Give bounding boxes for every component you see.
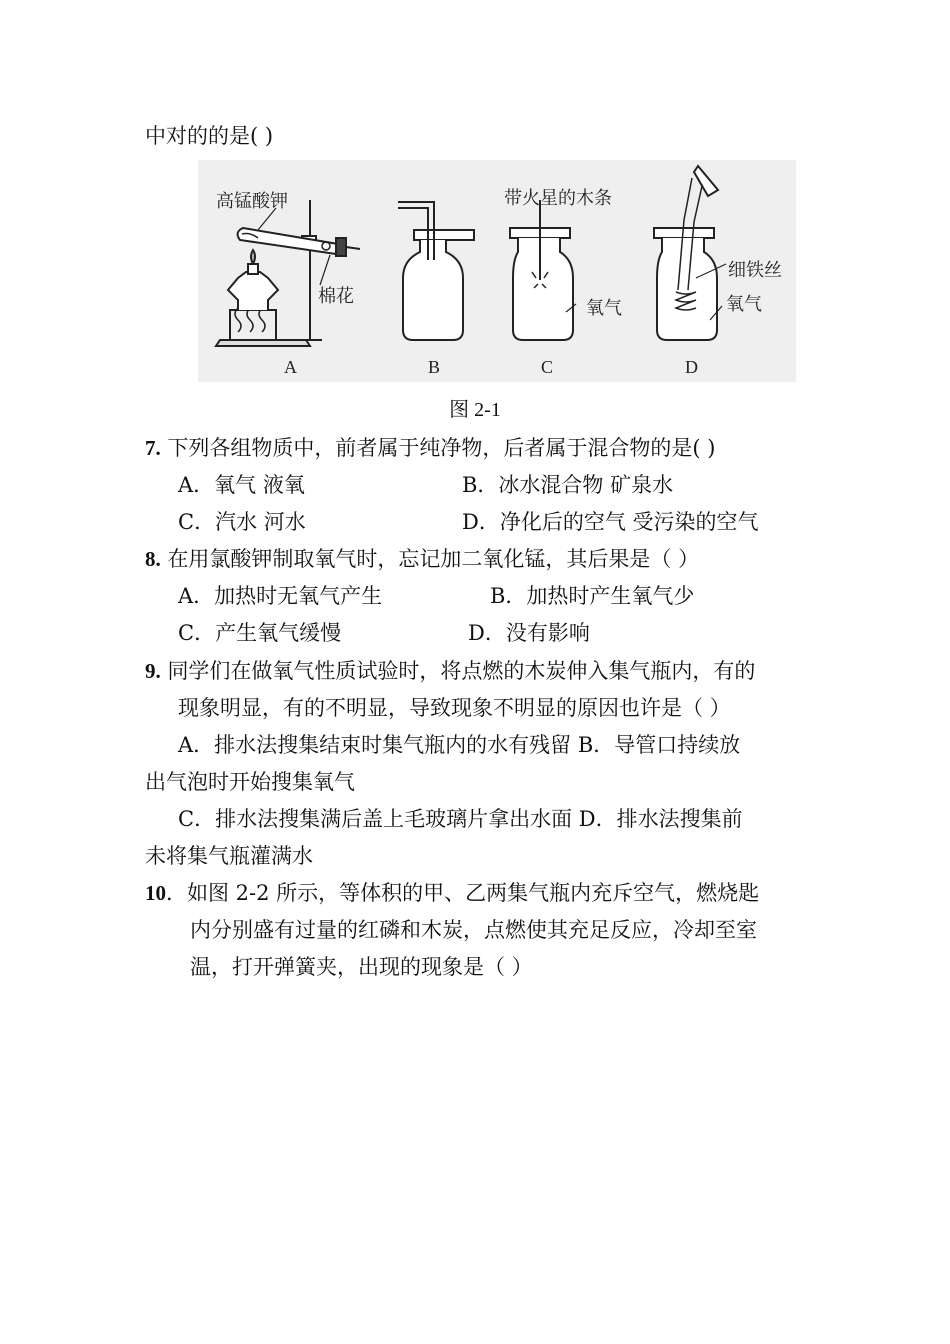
q9-text-2: 现象明显，有的不明显，导致现象不明显的原因也许是（ ） — [178, 696, 731, 720]
q7-number: 7. — [145, 436, 161, 460]
intro-line: 中对的的是( ) — [145, 124, 274, 148]
letter-c: C — [541, 357, 554, 377]
label-splint: 带火星的木条 — [504, 188, 612, 209]
q7-option-b: B．冰水混合物 矿泉水 — [462, 473, 674, 497]
q9-text-1: 同学们在做氧气性质试验时，将点燃的木炭伸入集气瓶内，有的 — [167, 659, 756, 683]
apparatus-a — [216, 200, 360, 346]
bottle-c — [510, 200, 576, 340]
q10-stem — [145, 879, 759, 907]
q8-number: 8. — [145, 547, 161, 571]
q10-number: 10 — [145, 881, 166, 905]
q8-option-d: D．没有影响 — [468, 621, 590, 645]
q9-options-cd-1: C．排水法搜集满后盖上毛玻璃片拿出水面 D．排水法搜集前 — [178, 807, 743, 831]
q9-options-ab-2: 出气泡时开始搜集氧气 — [145, 770, 355, 794]
q10-text-2: 内分别盛有过量的红磷和木炭，点燃使其充足反应，冷却至室 — [190, 918, 757, 942]
q10-text-3: 温，打开弹簧夹，出现的现象是（ ） — [190, 955, 533, 979]
label-iron-wire: 细铁丝 — [728, 260, 782, 281]
q8-text: 在用氯酸钾制取氧气时，忘记加二氧化锰，其后果是（ ） — [167, 547, 700, 571]
label-oxygen-d: 氧气 — [726, 294, 762, 315]
bottle-d — [654, 166, 726, 340]
letter-a: A — [284, 357, 297, 377]
q8-option-c: C．产生氧气缓慢 — [178, 621, 342, 645]
letter-b: B — [428, 357, 441, 377]
q10-text-1: ．如图 2-2 所示，等体积的甲、乙两集气瓶内充斥空气，燃烧匙 — [166, 881, 760, 905]
q7-text: 下列各组物质中，前者属于纯净物，后者属于混合物的是( ) — [167, 436, 716, 460]
q7-option-d: D．净化后的空气 受污染的空气 — [462, 510, 759, 534]
q9-stem — [145, 657, 755, 685]
label-oxygen-c: 氧气 — [586, 298, 622, 319]
bottle-b — [398, 202, 474, 340]
q8-option-b: B．加热时产生氧气少 — [490, 584, 695, 608]
q9-options-cd-2: 未将集气瓶灌满水 — [145, 844, 313, 868]
q8-option-a: A．加热时无氧气产生 — [178, 584, 383, 608]
apparatus-illustration — [198, 160, 796, 382]
letter-d: D — [685, 357, 698, 377]
label-cotton: 棉花 — [318, 286, 354, 307]
q9-number: 9. — [145, 659, 161, 683]
figure-caption: 图 2-1 — [449, 399, 501, 421]
label-kmno4: 高锰酸钾 — [216, 191, 288, 212]
q8-stem — [145, 545, 699, 573]
figure-2-1 — [198, 160, 796, 382]
q7-option-a: A．氧气 液氧 — [178, 473, 305, 497]
q7-option-c: C．汽水 河水 — [178, 510, 306, 534]
q7-stem — [145, 434, 716, 462]
q9-options-ab-1: A．排水法搜集结束时集气瓶内的水有残留 B．导管口持续放 — [178, 733, 741, 757]
